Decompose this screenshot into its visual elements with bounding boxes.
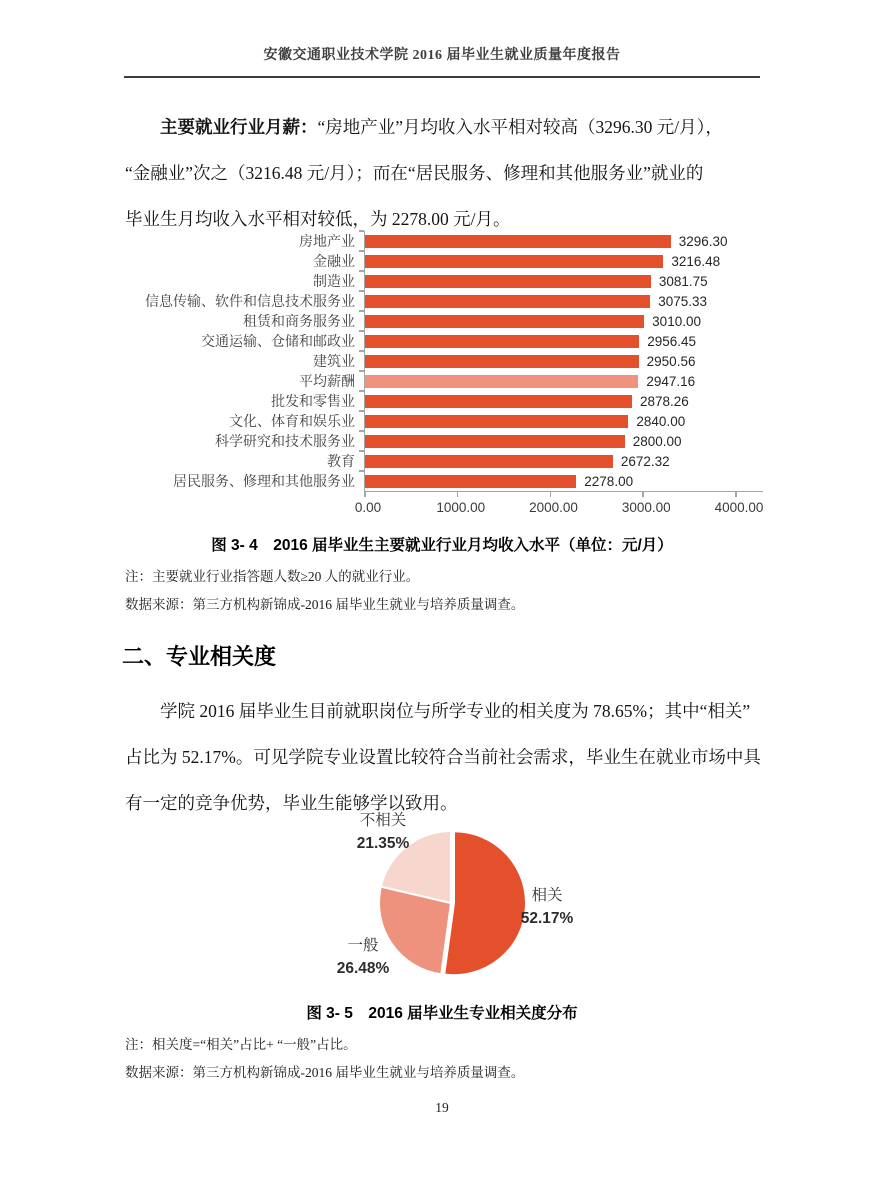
bar-plot-area xyxy=(364,251,764,271)
bar-value-label: 3216.48 xyxy=(671,253,721,269)
paragraph-lead: 主要就业行业月薪： xyxy=(160,117,318,137)
bar-plot-area xyxy=(364,331,764,351)
x-axis-tick xyxy=(457,492,459,497)
bar xyxy=(365,455,613,468)
bar-plot-area xyxy=(364,371,764,391)
bar xyxy=(365,315,644,328)
figure-3-4-note: 注：主要就业行业指答题人数≥20 人的就业行业。 xyxy=(125,569,420,584)
paragraph-text: “房地产业”月均收入水平相对较高（3296.30 元/月）， xyxy=(317,117,723,137)
bar-row xyxy=(128,311,788,331)
bar-chart-industry-income xyxy=(128,231,788,518)
pie-slice-name: 相关 xyxy=(531,887,563,904)
bar-plot-area xyxy=(364,231,764,251)
bar-value-label: 3296.30 xyxy=(678,233,728,249)
bar-value-label: 2800.00 xyxy=(632,433,682,449)
bar-plot-area xyxy=(364,351,764,371)
figure-3-5-note: 注：相关度=“相关”占比+ “一般”占比。 xyxy=(125,1037,357,1052)
figure-3-4-caption: 图 3- 4 2016 届毕业生主要就业行业月均收入水平（单位：元/月） xyxy=(211,537,673,554)
bar-value-label: 2278.00 xyxy=(584,473,634,489)
bar-row xyxy=(128,251,788,271)
paragraph-major-relevance xyxy=(125,688,765,826)
pie-slice-percent: 26.48% xyxy=(336,960,390,977)
x-axis-tick xyxy=(735,492,737,497)
bar-row xyxy=(128,431,788,451)
bar xyxy=(365,355,639,368)
bar-row xyxy=(128,291,788,311)
page-header-title: 安徽交通职业技术学院 2016 届毕业生就业质量年度报告 xyxy=(263,48,621,63)
bar-row xyxy=(128,451,788,471)
bar-value-label: 3075.33 xyxy=(658,293,708,309)
pie-slice-percent: 52.17% xyxy=(520,910,574,927)
bar-plot-area xyxy=(364,451,764,471)
bar-category-label: 居民服务、修理和其他服务业 xyxy=(173,473,355,489)
bar-category-label: 批发和零售业 xyxy=(271,393,355,409)
paragraph-line: 占比为 52.17%。可见学院专业设置比较符合当前社会需求，毕业生在就业市场中具 xyxy=(125,747,761,767)
bar-category-label: 建筑业 xyxy=(313,353,355,369)
bar-row xyxy=(128,471,788,491)
page-number: 19 xyxy=(435,1100,449,1115)
bar-category-label: 制造业 xyxy=(313,273,355,289)
bar xyxy=(365,475,576,488)
x-axis-tick-label: 1000.00 xyxy=(436,500,486,515)
bar-row xyxy=(128,371,788,391)
bar xyxy=(365,295,650,308)
x-axis-tick-label: 0.00 xyxy=(354,500,382,515)
paragraph-line: “金融业”次之（3216.48 元/月）；而在“居民服务、修理和其他服务业”就业的 xyxy=(125,163,704,183)
paragraph-line: 有一定的竞争优势，毕业生能够学以致用。 xyxy=(125,793,458,813)
bar-category-label: 教育 xyxy=(327,453,355,469)
bar-value-label: 3010.00 xyxy=(652,313,701,329)
paragraph-line: 毕业生月均收入水平相对较低，为 2278.00 元/月。 xyxy=(125,209,511,229)
bar-value-label: 2956.45 xyxy=(647,333,697,349)
bar-row xyxy=(128,351,788,371)
pie-slice-name: 一般 xyxy=(347,937,379,954)
bar-value-label: 2878.26 xyxy=(639,393,689,409)
bar-plot-area xyxy=(364,291,764,311)
bar-row xyxy=(128,391,788,411)
bar xyxy=(365,375,638,388)
figure-3-5-source: 数据来源：第三方机构新锦成-2016 届毕业生就业与培养质量调查。 xyxy=(125,1065,525,1080)
paragraph-line: 学院 2016 届毕业生目前就职岗位与所学专业的相关度为 78.65%；其中“相关” xyxy=(160,701,751,721)
figure-3-5-caption: 图 3- 5 2016 届毕业生专业相关度分布 xyxy=(306,1005,578,1022)
bar-value-label: 2840.00 xyxy=(636,413,686,429)
x-axis-tick-label: 4000.00 xyxy=(714,500,764,515)
bar-category-label: 交通运输、仓储和邮政业 xyxy=(201,333,355,349)
pie-label-not-related xyxy=(328,809,438,855)
bar xyxy=(365,275,651,288)
bar-chart-rows xyxy=(128,231,788,491)
bar-plot-area xyxy=(364,411,764,431)
bar-category-label: 平均薪酬 xyxy=(299,373,355,389)
bar-chart-x-tick-labels xyxy=(354,500,764,518)
bar-plot-area xyxy=(364,431,764,451)
pie-slice-name: 不相关 xyxy=(359,812,407,829)
bar-category-label: 房地产业 xyxy=(299,233,355,249)
pie-label-general xyxy=(308,934,418,980)
bar-plot-area xyxy=(364,271,764,291)
bar-chart-x-axis xyxy=(364,491,763,498)
bar-row xyxy=(128,331,788,351)
x-axis-tick-label: 2000.00 xyxy=(529,500,578,515)
bar-category-label: 金融业 xyxy=(313,253,355,269)
bar-value-label: 2672.32 xyxy=(620,453,670,469)
bar-category-label: 租赁和商务服务业 xyxy=(243,313,355,329)
pie-slice-percent: 21.35% xyxy=(356,835,410,852)
bar-plot-area xyxy=(364,471,764,491)
x-axis-tick-label: 3000.00 xyxy=(621,500,671,515)
bar-category-label: 文化、体育和娱乐业 xyxy=(229,413,355,429)
x-axis-tick xyxy=(364,492,366,497)
section-heading-major-relevance: 二、专业相关度 xyxy=(122,644,277,669)
bar-row xyxy=(128,411,788,431)
bar-value-label: 3081.75 xyxy=(658,273,708,289)
bar-category-label: 信息传输、软件和信息技术服务业 xyxy=(145,293,355,309)
bar-row xyxy=(128,271,788,291)
bar-plot-area xyxy=(364,311,764,331)
bar-category-label: 科学研究和技术服务业 xyxy=(215,433,355,449)
header-rule xyxy=(124,76,760,78)
figure-3-4-source: 数据来源：第三方机构新锦成-2016 届毕业生就业与培养质量调查。 xyxy=(125,597,525,612)
bar xyxy=(365,435,625,448)
x-axis-tick xyxy=(642,492,644,497)
paragraph-industry-salary xyxy=(125,104,765,242)
bar xyxy=(365,415,628,428)
x-axis-tick xyxy=(550,492,552,497)
bar-row xyxy=(128,231,788,251)
bar-value-label: 2947.16 xyxy=(646,373,696,389)
pie-label-related xyxy=(492,884,602,930)
bar xyxy=(365,335,639,348)
bar xyxy=(365,395,632,408)
paragraph-line xyxy=(125,104,765,150)
bar-plot-area xyxy=(364,391,764,411)
bar-value-label: 2950.56 xyxy=(646,353,696,369)
bar xyxy=(365,255,663,268)
bar xyxy=(365,235,671,248)
